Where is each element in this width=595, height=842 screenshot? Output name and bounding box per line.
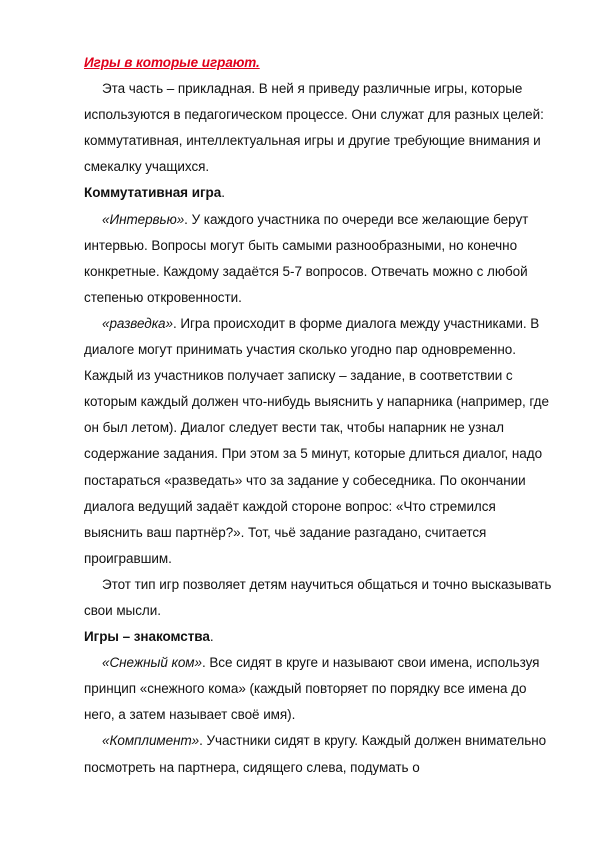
game-snowball-paragraph — [84, 650, 554, 728]
game-compliment-paragraph — [84, 728, 554, 780]
section-heading-communicative-text: Коммутативная игра — [84, 185, 222, 201]
document-body — [84, 50, 554, 781]
section1-conclusion: Этот тип игр позволяет детям научиться общаться и точно высказывать свои мысли. — [84, 576, 552, 618]
game-compliment-text: . Участники сидят в кругу. Каждый должен внимательно посмотреть на партнера, сидящего слева, подумать о — [84, 733, 547, 775]
game-interview-paragraph — [84, 207, 554, 311]
game-razvedka-text: . Игра происходит в форме диалога между участниками. В диалоге могут принимать участия сколько угодно пар одновременно. Каждый из участников получает записку – задание, в соответствии с которым каждый должен что-нибудь выяснить у напарника (например, где он был летом). Диалог следует вести так, чтобы напарник не узнал содержание задания. При этом за 5 минут, которые длиться диалог, надо постараться «разведать» что за задание у собеседника. По окончании диалога ведущий задаёт каждой стороне вопрос: «Что стремился выяснить ваш партнёр?». Тот, чьё задание разгадано, считается проигравшим. — [84, 315, 549, 566]
game-interview-text: . У каждого участника по очереди все желающие берут интервью. Вопросы могут быть самыми разнообразными, но конечно конкретные. Каждому задаётся 5-7 вопросов. Отвечать можно с любой степенью откровенности. — [84, 211, 529, 305]
game-compliment-name: «Комплимент» — [102, 733, 200, 749]
section-heading-acquaintance-text: Игры – знакомства — [84, 629, 210, 645]
game-razvedka-name: «разведка» — [102, 315, 173, 331]
game-snowball-name: «Снежный ком» — [102, 655, 202, 671]
section-heading-acquaintance — [84, 624, 554, 650]
intro-paragraph: Эта часть – прикладная. В ней я приведу различные игры, которые используются в педагогическом процессе. Они служат для разных целей: коммутативная, интеллектуальная игры и другие требующие внимания и смекалку учащихся. — [84, 81, 544, 175]
game-interview-name: «Интервью» — [102, 211, 185, 227]
document-title: Игры в которые играют. — [84, 55, 260, 70]
section-heading-acquaintance-suffix: . — [209, 629, 214, 645]
game-razvedka-paragraph — [84, 311, 554, 572]
section-heading-communicative-suffix: . — [221, 185, 225, 201]
game-snowball-text: . Все сидят в круге и называют свои имена, используя принцип «снежного кома» (каждый повторяет по порядку все имена до него, а затем называет своё имя). — [84, 655, 540, 723]
section-heading-communicative — [84, 180, 554, 206]
